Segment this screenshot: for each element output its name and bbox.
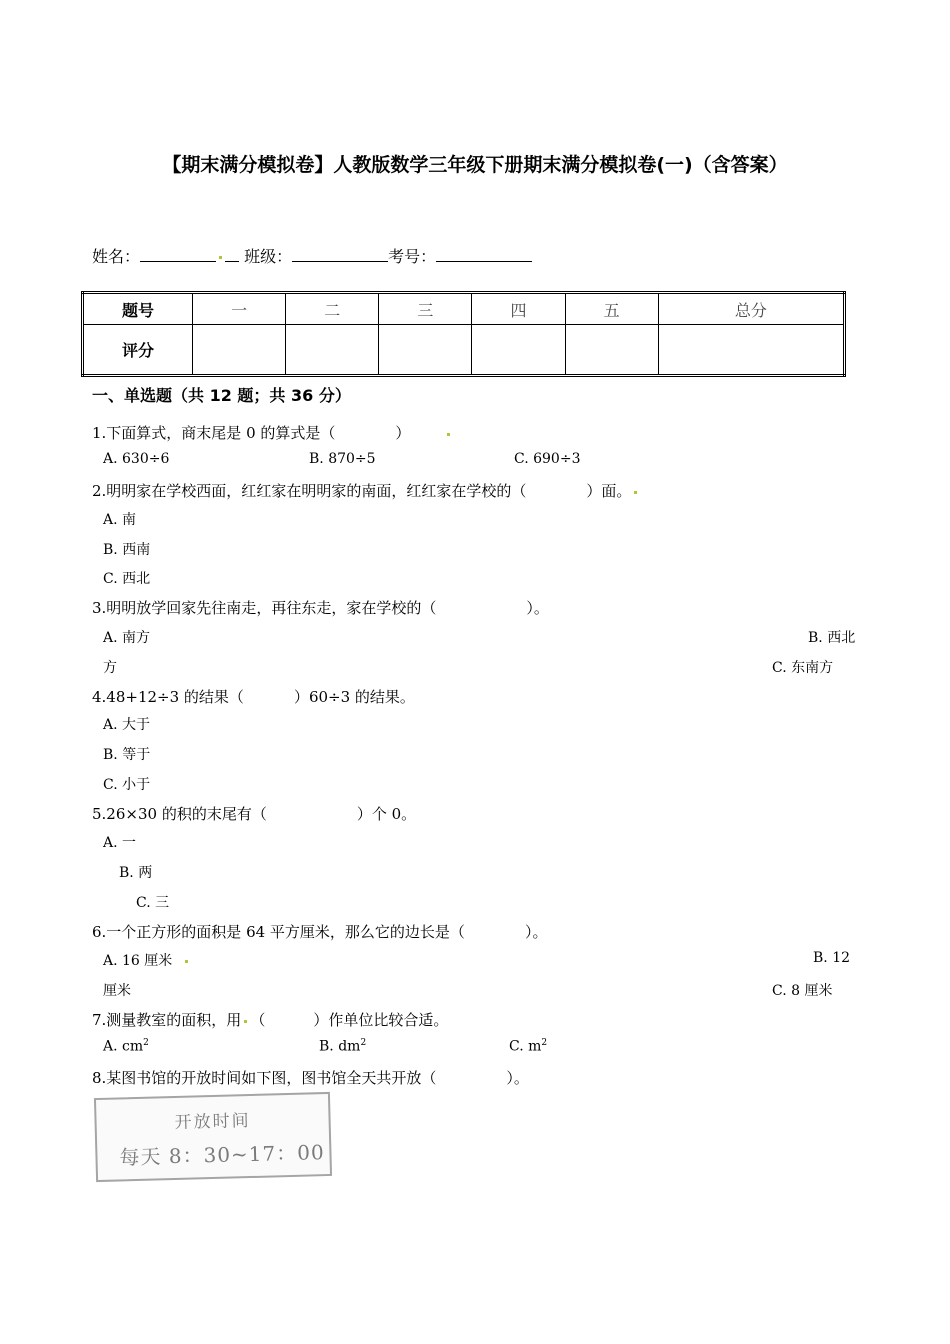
student-info-line	[92, 244, 532, 267]
dot-mark	[634, 491, 637, 494]
question-5: 5.26×30 的积的末尾有（ ）个 0。	[92, 805, 417, 823]
option-1a[interactable]: A. 630÷6	[103, 451, 170, 467]
option-3c[interactable]: C. 东南方	[772, 660, 834, 676]
opening-hours-image	[94, 1092, 332, 1182]
option-2a[interactable]: A. 南	[103, 512, 137, 528]
column-1: 一	[193, 293, 286, 325]
section-heading: 一、单选题（共 12 题；共 36 分）	[92, 386, 351, 405]
question-3: 3.明明放学回家先往南走，再往东走，家在学校的（ ）。	[92, 599, 549, 617]
class-label: 班级：	[244, 247, 293, 266]
score-table	[81, 291, 846, 377]
score-cell[interactable]	[379, 325, 472, 376]
question-6: 6.一个正方形的面积是 64 平方厘米，那么它的边长是（ ）。	[92, 923, 548, 941]
column-3: 三	[379, 293, 472, 325]
dot-mark	[244, 1020, 247, 1023]
opening-hours-heading: 开放时间	[174, 1111, 251, 1133]
option-3a[interactable]: A. 南方	[103, 630, 151, 646]
option-2c[interactable]: C. 西北	[103, 571, 151, 587]
question-8: 8.某图书馆的开放时间如下图，图书馆全天共开放（ ）。	[92, 1069, 529, 1087]
score-row-header: 评分	[83, 325, 193, 376]
option-2b[interactable]: B. 西南	[103, 542, 151, 558]
question-2: 2.明明家在学校西面，红红家在明明家的南面，红红家在学校的（ ）面。	[92, 480, 640, 501]
dot-mark	[219, 256, 222, 259]
option-7b[interactable]: B. $dm^2$	[319, 1038, 367, 1055]
score-cell[interactable]	[193, 325, 286, 376]
option-4b[interactable]: B. 等于	[103, 747, 151, 763]
opening-hours-text: 每天 8：30~17：00	[119, 1140, 325, 1170]
question-number-header: 题号	[83, 293, 193, 325]
option-6b[interactable]: B. 12	[813, 950, 851, 966]
option-3b-wrap: 方	[103, 660, 117, 676]
option-6c[interactable]: C. 8 厘米	[772, 983, 833, 999]
score-cell[interactable]	[565, 325, 658, 376]
page-title: 【期末满分模拟卷】人教版数学三年级下册期末满分模拟卷(一)（含答案）	[162, 154, 788, 176]
score-cell[interactable]	[472, 325, 565, 376]
option-4a[interactable]: A. 大于	[103, 717, 151, 733]
question-4: 4.48+12÷3 的结果（ ）60÷3 的结果。	[92, 688, 415, 706]
option-3b[interactable]: B. 西北	[808, 630, 856, 646]
column-5: 五	[565, 293, 658, 325]
class-blank[interactable]	[292, 247, 388, 262]
dot-mark	[447, 433, 450, 436]
option-5b[interactable]: B. 两	[119, 865, 153, 881]
option-6a[interactable]: A. 16 厘米	[103, 950, 191, 970]
dot-mark	[185, 960, 188, 963]
question-7: 7.测量教室的面积，用 （ ）作单位比较合适。	[92, 1011, 449, 1029]
question-1: 1.下面算式，商末尾是 0 的算式是（ ）	[92, 422, 453, 443]
column-total: 总分	[658, 293, 844, 325]
option-5a[interactable]: A. 一	[103, 835, 137, 851]
id-blank[interactable]	[436, 247, 532, 262]
score-cell[interactable]	[286, 325, 379, 376]
option-1c[interactable]: C. 690÷3	[514, 451, 581, 467]
option-6b-wrap: 厘米	[103, 983, 131, 999]
option-7c[interactable]: C. $m^2$	[509, 1038, 548, 1055]
score-cell[interactable]	[658, 325, 844, 376]
id-label: 考号：	[388, 247, 437, 266]
option-7a[interactable]: A. $cm^2$	[103, 1038, 149, 1055]
column-4: 四	[472, 293, 565, 325]
column-2: 二	[286, 293, 379, 325]
name-label: 姓名：	[92, 247, 141, 266]
option-4c[interactable]: C. 小于	[103, 777, 151, 793]
name-blank[interactable]	[140, 247, 216, 262]
option-1b[interactable]: B. 870÷5	[309, 451, 376, 467]
option-5c[interactable]: C. 三	[136, 895, 170, 911]
